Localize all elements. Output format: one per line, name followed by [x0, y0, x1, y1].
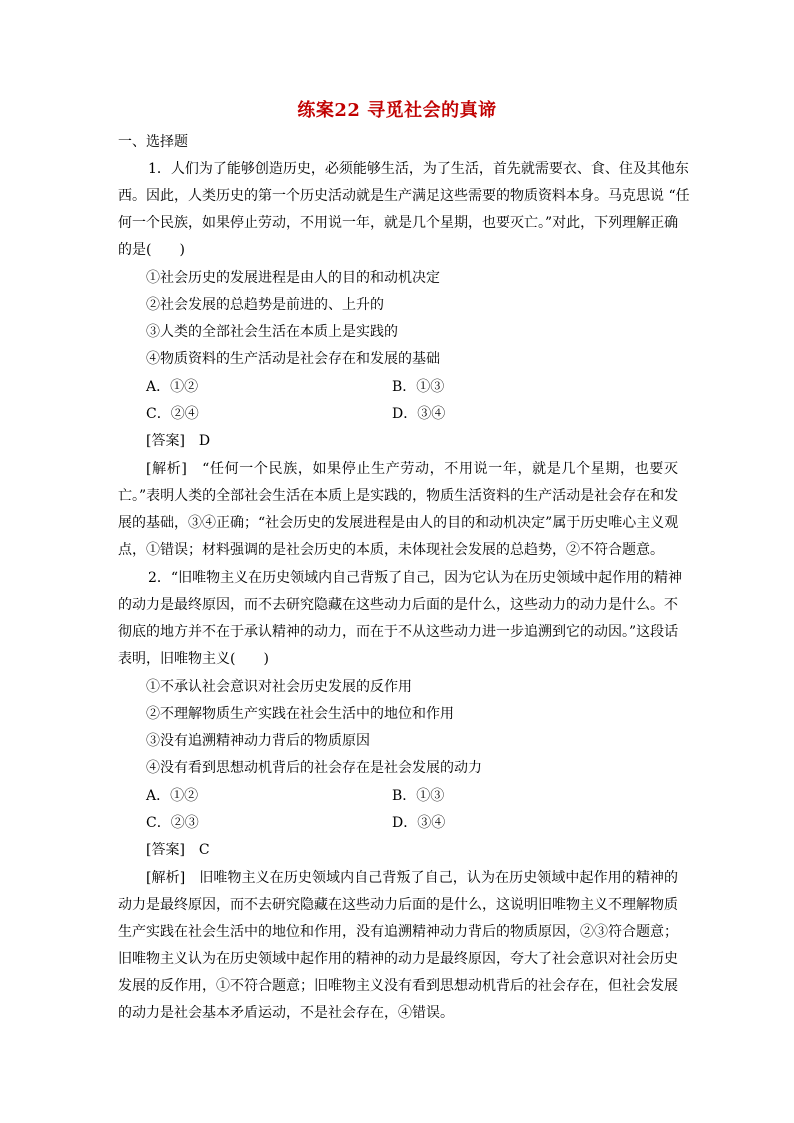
question-2-analysis-line: [解析] 旧唯物主义在历史领域内自己背叛了自己，认为在历史领域中起作用的精神的 [146, 870, 678, 886]
question-1-choice-d: D．③④ [392, 406, 446, 422]
question-1-line: 1．人们为了能够创造历史，必须能够生活，为了生活，首先就需要衣、食、住及其他东 [148, 161, 689, 177]
question-2-choice-b: B．①③ [392, 788, 445, 804]
question-2-analysis-line: 动力是最终原因，而不去研究隐藏在这些动力后面的是什么，这说明旧唯物主义不理解物质 [118, 897, 678, 913]
question-1-statement: ①社会历史的发展进程是由人的目的和动机决定 [146, 270, 440, 286]
question-2-analysis-line: 生产实践在社会生活中的地位和作用，没有追溯精神动力背后的物质原因，②③符合题意； [118, 924, 678, 940]
question-2-line: 2．“旧唯物主义在历史领域内自己背叛了自己，因为它认为在历史领域中起作用的精神 [148, 570, 683, 586]
question-1-analysis-line: 亡。”表明人类的全部社会生活在本质上是实践的，物质生活资料的生产活动是社会存在和发 [118, 488, 679, 504]
question-2-line: 的动力是最终原因，而不去研究隐藏在这些动力后面的是什么，这些动力的动力是什么。不 [118, 597, 678, 613]
question-1-statement: ②社会发展的总趋势是前进的、上升的 [146, 297, 384, 313]
question-1-answer: [答案] D [146, 433, 211, 449]
question-1-analysis-line: 展的基础，③④正确；“社会历史的发展进程是由人的目的和动机决定”属于历史唯心主义观 [118, 515, 679, 531]
question-1-choice-b: B．①③ [392, 379, 445, 395]
question-2-statement: ①不承认社会意识对社会历史发展的反作用 [146, 679, 412, 695]
section-heading: 一、选择题 [118, 134, 188, 150]
question-2-choice-a: A．①② [146, 788, 199, 804]
question-1-analysis-line: [解析] “任何一个民族，如果停止生产劳动，不用说一年，就是几个星期，也要灭 [146, 461, 678, 477]
question-2-choice-d: D．③④ [392, 815, 446, 831]
question-1-choice-a: A．①② [146, 379, 199, 395]
question-1-analysis-line: 点，①错误；材料强调的是社会历史的本质，未体现社会发展的总趋势，②不符合题意。 [118, 542, 664, 558]
question-2-line: 彻底的地方并不在于承认精神的动力，而在于不从这些动力进一步追溯到它的动因。”这段话 [118, 624, 679, 640]
question-2-analysis-line: 的动力是社会基本矛盾运动，不是社会存在，④错误。 [118, 1005, 454, 1021]
question-2-statement: ④没有看到思想动机背后的社会存在是社会发展的动力 [146, 760, 482, 776]
question-1-statement: ③人类的全部社会生活在本质上是实践的 [146, 324, 398, 340]
question-1-line: 的是( ) [118, 242, 185, 258]
question-2-analysis-line: 旧唯物主义认为在历史领域中起作用的精神的动力是最终原因，夸大了社会意识对社会历史 [118, 951, 678, 967]
question-1-line: 西。因此，人类历史的第一个历史活动就是生产满足这些需要的物质资料本身。马克思说 “任 [118, 188, 690, 204]
question-2-line: 表明，旧唯物主义( ) [118, 651, 269, 667]
question-2-answer: [答案] C [146, 842, 210, 858]
question-2-analysis-line: 发展的反作用，①不符合题意；旧唯物主义没有看到思想动机背后的社会存在，但社会发展 [118, 978, 678, 994]
page-title: 练案22 寻觅社会的真谛 [297, 100, 497, 121]
question-1-choice-c: C．②④ [146, 406, 199, 422]
question-1-statement: ④物质资料的生产活动是社会存在和发展的基础 [146, 351, 440, 367]
question-2-choice-c: C．②③ [146, 815, 199, 831]
question-2-statement: ②不理解物质生产实践在社会生活中的地位和作用 [146, 706, 454, 722]
question-1-line: 何一个民族，如果停止劳动，不用说一年，就是几个星期，也要灭亡。”对此，下列理解正确 [118, 215, 679, 231]
question-2-statement: ③没有追溯精神动力背后的物质原因 [146, 733, 370, 749]
